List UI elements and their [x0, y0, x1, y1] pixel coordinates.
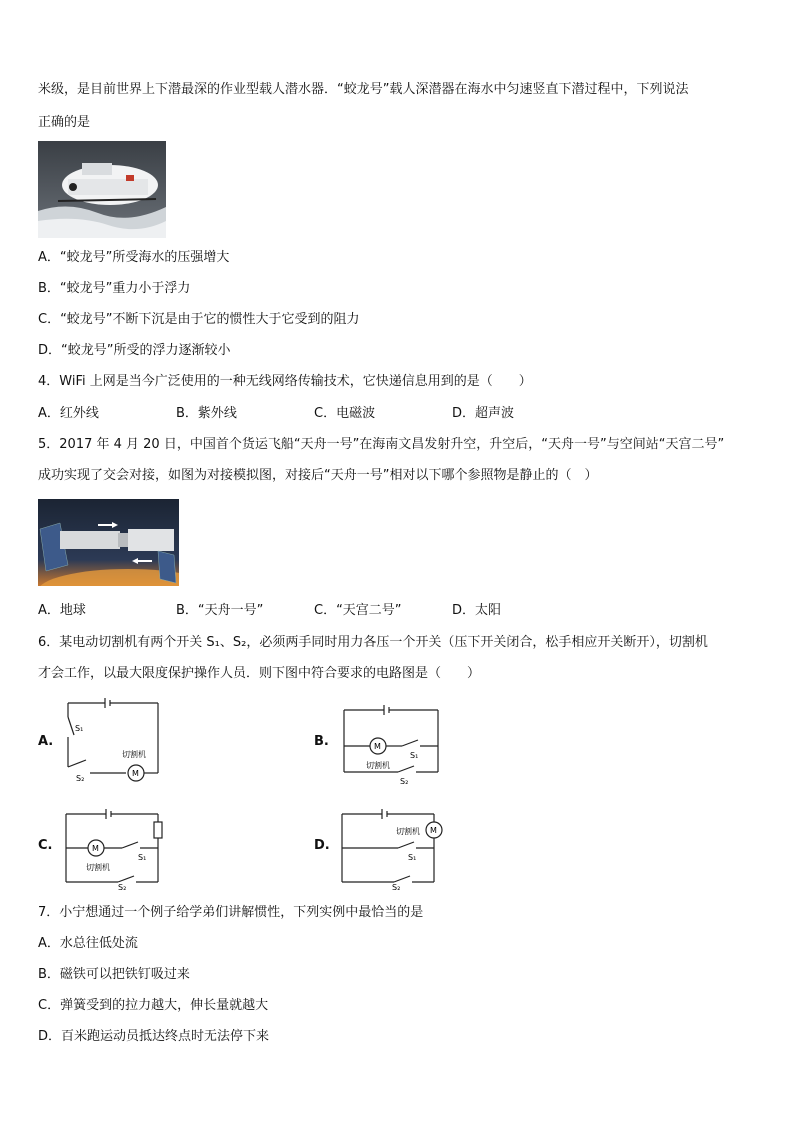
- q5-option-b: B．“天舟一号”: [176, 603, 264, 618]
- q4-stem: 4．WiFi 上网是当今广泛使用的一种无线网络传输技术，它快递信息用到的是（ ）: [38, 374, 532, 389]
- circuit-a-machine-text: 切割机: [122, 750, 146, 759]
- q7-option-a: A．水总往低处流: [38, 936, 138, 951]
- q5-stem-line1: 5．2017 年 4 月 20 日，中国首个货运飞船“天舟一号”在海南文昌发射升空，升空后，“天舟一号”与空间站“天宫二号”: [38, 437, 725, 452]
- q7-option-d: D．百米跑运动员抵达终点时无法停下来: [38, 1029, 270, 1044]
- circuit-diagram-b: [336, 698, 446, 792]
- circuit-b-motor-text: M: [374, 742, 381, 751]
- q4-option-b: B．紫外线: [176, 406, 237, 421]
- q3-option-b: B．“蛟龙号”重力小于浮力: [38, 281, 191, 296]
- circuit-diagram-c: [60, 800, 170, 896]
- submersible-photo: [38, 141, 166, 238]
- circuit-diagram-a: [60, 695, 165, 789]
- circuit-c-s1-text: S₁: [138, 853, 147, 862]
- circuit-c-s2-text: S₂: [118, 883, 127, 892]
- q3-option-c: C．“蛟龙号”不断下沉是由于它的惯性大于它受到的阻力: [38, 312, 360, 327]
- q6-option-b-label: B.: [314, 734, 329, 749]
- q3-stem-line1: 米级，是目前世界上下潜最深的作业型载人潜水器．“蛟龙号”载人深潜器在海水中匀速竖直下潜过程中，下列说法: [38, 82, 689, 97]
- circuit-a-s1-text: S₁: [75, 724, 84, 733]
- q5-option-a: A．地球: [38, 603, 86, 618]
- circuit-d-motor-text: M: [430, 826, 437, 835]
- circuit-c-machine-text: 切割机: [86, 863, 110, 872]
- circuit-d-s2-text: S₂: [392, 883, 401, 892]
- circuit-diagram-d: [336, 800, 446, 896]
- q6-stem-line1: 6．某电动切割机有两个开关 S₁、S₂，必须两手同时用力各压一个开关（压下开关闭合，松手相应开关断开），切割机: [38, 635, 708, 650]
- q3-stem-line2: 正确的是: [38, 115, 91, 130]
- q7-option-b: B．磁铁可以把铁钉吸过来: [38, 967, 190, 982]
- q6-option-a-label: A.: [38, 734, 54, 749]
- q5-stem-line2: 成功实现了交会对接，如图为对接模拟图，对接后“天舟一号”相对以下哪个参照物是静止的（ ）: [38, 468, 598, 483]
- q6-option-c-label: C.: [38, 838, 53, 853]
- q3-option-d: D．“蛟龙号”所受的浮力逐渐较小: [38, 343, 231, 358]
- circuit-b-s2-text: S₂: [400, 777, 409, 786]
- q4-option-d: D．超声波: [452, 406, 515, 421]
- q6-option-d-label: D.: [314, 838, 330, 853]
- circuit-b-s1-text: S₁: [410, 751, 419, 760]
- q7-stem: 7．小宁想通过一个例子给学弟们讲解惯性，下列实例中最恰当的是: [38, 905, 424, 920]
- circuit-c-motor-text: M: [92, 844, 99, 853]
- circuit-d-machine-text: 切割机: [396, 827, 420, 836]
- q4-option-c: C．电磁波: [314, 406, 376, 421]
- q6-stem-line2: 才会工作，以最大限度保护操作人员．则下图中符合要求的电路图是（ ）: [38, 666, 481, 681]
- docking-image: [38, 499, 179, 586]
- circuit-b-machine-text: 切割机: [366, 761, 390, 770]
- q7-option-c: C．弹簧受到的拉力越大，伸长量就越大: [38, 998, 269, 1013]
- circuit-d-s1-text: S₁: [408, 853, 417, 862]
- q4-option-a: A．红外线: [38, 406, 99, 421]
- q3-option-a: A．“蛟龙号”所受海水的压强增大: [38, 250, 230, 265]
- circuit-a-motor-text: M: [132, 769, 139, 778]
- circuit-a-s2-text: S₂: [76, 774, 85, 783]
- q5-option-d: D．太阳: [452, 603, 502, 618]
- q5-option-c: C．“天宫二号”: [314, 603, 402, 618]
